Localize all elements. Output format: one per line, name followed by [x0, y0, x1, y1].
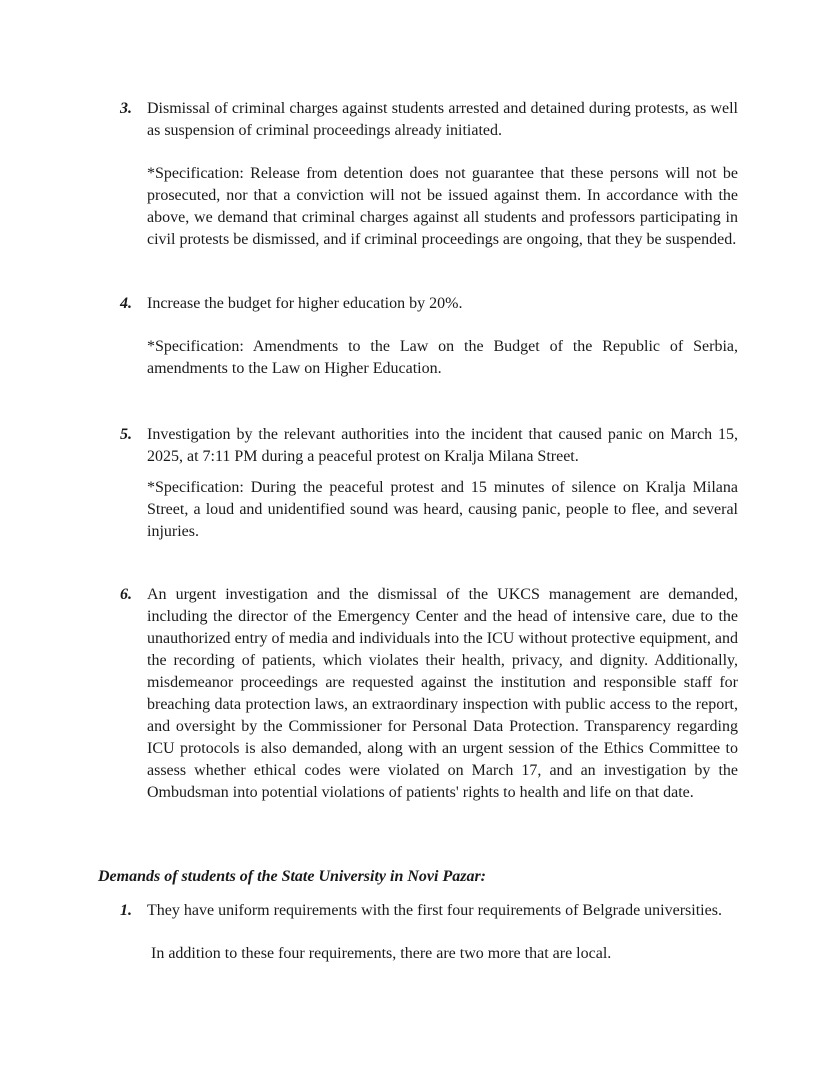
- demand-text: Investigation by the relevant authorities into the incident that caused panic on March 15, 2025, at 7:11 PM during a peaceful protest on Kralja Milana Street.: [147, 426, 738, 465]
- demand-specification: *Specification: Amendments to the Law on the Budget of the Republic of Serbia, amendments to the Law on Higher Education.: [147, 338, 738, 377]
- demand-number: 5.: [120, 426, 132, 443]
- demand-number: 1.: [120, 902, 132, 919]
- demand-text: An urgent investigation and the dismissal of the UKCS management are demanded, including the director of the Emergency Center and the head of intensive care, due to the unauthorized entry of media and individuals into the ICU without protective equipment, and the recording of patients, which violates their health, privacy, and dignity. Additionally, misdemeanor proceedings are requested against the institution and responsible staff for breaching data protection laws, an extraordinary inspection with public access to the report, and oversight by the Commissioner for Personal Data Protection. Transparency regarding ICU protocols is also demanded, along with an urgent session of the Ethics Committee to assess whether ethical codes were violated on March 17, and an investigation by the Ombudsman into potential violations of patients' rights to health and life on that date.: [147, 586, 738, 801]
- demand-text: Dismissal of criminal charges against students arrested and detained during protests, as well as suspension of criminal proceedings already initiated.: [147, 100, 738, 139]
- section-heading: Demands of students of the State University in Novi Pazar:: [98, 868, 487, 885]
- section-note: In addition to these four requirements, there are two more that are local.: [151, 945, 612, 962]
- demand-number: 4.: [120, 295, 132, 312]
- demand-text: They have uniform requirements with the first four requirements of Belgrade universities.: [147, 902, 722, 919]
- demand-number: 6.: [120, 586, 132, 603]
- demand-specification: *Specification: During the peaceful protest and 15 minutes of silence on Kralja Milana Street, a loud and unidentified sound was heard, causing panic, people to flee, and several injuries.: [147, 479, 738, 540]
- demand-text: Increase the budget for higher education by 20%.: [147, 295, 463, 312]
- demand-number: 3.: [120, 100, 132, 117]
- demand-specification: *Specification: Release from detention does not guarantee that these persons will not be prosecuted, nor that a conviction will not be issued against them. In accordance with the above, we demand that criminal charges against all students and professors participating in civil protests be dismissed, and if criminal proceedings are ongoing, that they be suspended.: [147, 165, 738, 248]
